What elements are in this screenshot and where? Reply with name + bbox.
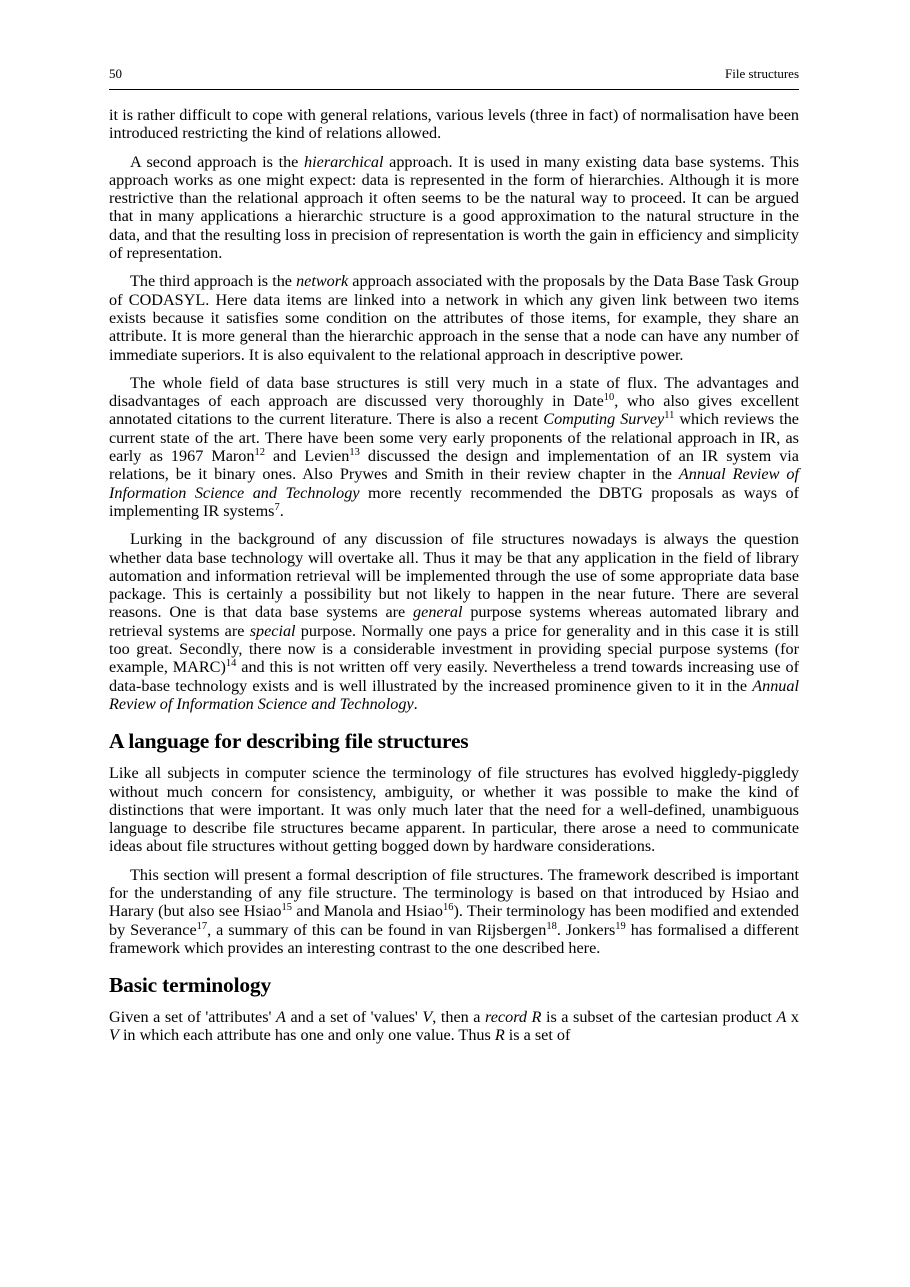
- citation-superscript: 12: [254, 447, 265, 459]
- paragraph-continuation: it is rather difficult to cope with general relations, various levels (three in fact) of normalisation have been introduced restricting the kind of relations allowed.: [109, 106, 799, 143]
- citation-superscript: 16: [443, 902, 454, 914]
- paragraph-hierarchical: A second approach is the hierarchical approach. It is used in many existing data base systems. This approach works as one might expect: data is represented in the form of hierarchies. Although it is more restrictive than the relational approach it often seems to be the natural way to proceed. It can be argued that in many applications a hierarchic structure is a good approximation to the natural structure in the data, and that the resulting loss in precision of representation is worth the gain in efficiency and simplicity of representation.: [109, 152, 800, 263]
- running-title: File structures: [724, 66, 799, 81]
- citation-superscript: 11: [664, 410, 675, 422]
- citation-superscript: 15: [281, 902, 293, 914]
- header-rule: [109, 89, 799, 90]
- paragraph-record-definition: Given a set of 'attributes' A and a set of 'values' V, then a record R is a subset of the cartesian product A x V in which each attribute has one and only one value. Thus R is a set of: [109, 1008, 799, 1045]
- body-text: [109, 106, 799, 1055]
- page-number: 50: [109, 66, 122, 81]
- citation-superscript: 19: [615, 920, 626, 932]
- paragraph-data-base-field: The whole field of data base structures is still very much in a state of flux. The advantages and disadvantages of each approach are discussed very thoroughly in Date$^{10}$, who also gives excellent annotated citations to the current literature. There is also a recent Computing Survey$^{11}$ which reviews the current state of the art. There have been some very early proponents of the relational approach in IR, as early as 1967 Maron$^{12}$ and Levien$^{13}$ discussed the design and implementation of an IR system via relations, be it binary ones. Also Prywes and Smith in their review chapter in the Annual Review of Information Science and Technology more recently recommended the DBTG proposals as ways of implementing IR systems$^7$.: [109, 373, 800, 520]
- section-heading-language: A language for describing file structures: [109, 729, 469, 754]
- paragraph-terminology: Like all subjects in computer science the terminology of file structures has evolved higgledy-piggledy without much concern for consistency, ambiguity, or whether it was possible to make the kind of distinctions that were important. It was only much later that the need for a well-defined, unambiguous language to describe file structures became apparent. In particular, there arose a need to communicate ideas about file structures without getting bogged down by hardware considerations.: [109, 764, 799, 856]
- section-heading-basic-terminology: Basic terminology: [109, 973, 272, 998]
- paragraph-network: The third approach is the network approach associated with the proposals by the Data Base Task Group of CODASYL. Here data items are linked into a network in which any given link between two items exists because it satisfies some condition on the attributes of those items, for example, they share an attribute. It is more general than the hierarchic approach in the sense that a node can have any number of immediate superiors. It is also equivalent to the relational approach in descriptive power.: [109, 272, 799, 364]
- citation-superscript: 7: [274, 501, 280, 513]
- citation-superscript: 13: [349, 447, 360, 459]
- paragraph-formal-description: This section will present a formal description of file structures. The framework described is important for the understanding of any file structure. The terminology is based on that introduced by Hsiao and Harary (but also see Hsiao$^{15}$ and Manola and Hsiao$^{16}$). Their terminology has been modified and extended by Severance$^{17}$, a summary of this can be found in van Rijsbergen$^{18}$. Jonkers$^{19}$ has formalised a different framework which provides an interesting contrast to the one described here.: [109, 865, 799, 957]
- citation-superscript: 14: [225, 658, 237, 670]
- paragraph-lurking: Lurking in the background of any discussion of file structures nowadays is always the question whether data base technology will overtake all. Thus it may be that any application in the field of library automation and information retrieval will be implemented through the use of some appropriate data base package. This is certainly a possibility but not likely to happen in the near future. There are several reasons. One is that data base systems are general purpose systems whereas automated library and retrieval systems are special purpose. Normally one pays a price for generality and in this case it is still too great. Secondly, there now is a considerable investment in providing special purpose systems (for example, MARC)$^{14}$ and this is not written off very easily. Nevertheless a trend towards increasing use of data-base technology exists and is well illustrated by the increased prominence given to it in the Annual Review of Information Science and Technology.: [109, 530, 800, 713]
- citation-superscript: 18: [546, 920, 557, 932]
- citation-superscript: 10: [603, 392, 615, 404]
- citation-superscript: 17: [196, 920, 208, 932]
